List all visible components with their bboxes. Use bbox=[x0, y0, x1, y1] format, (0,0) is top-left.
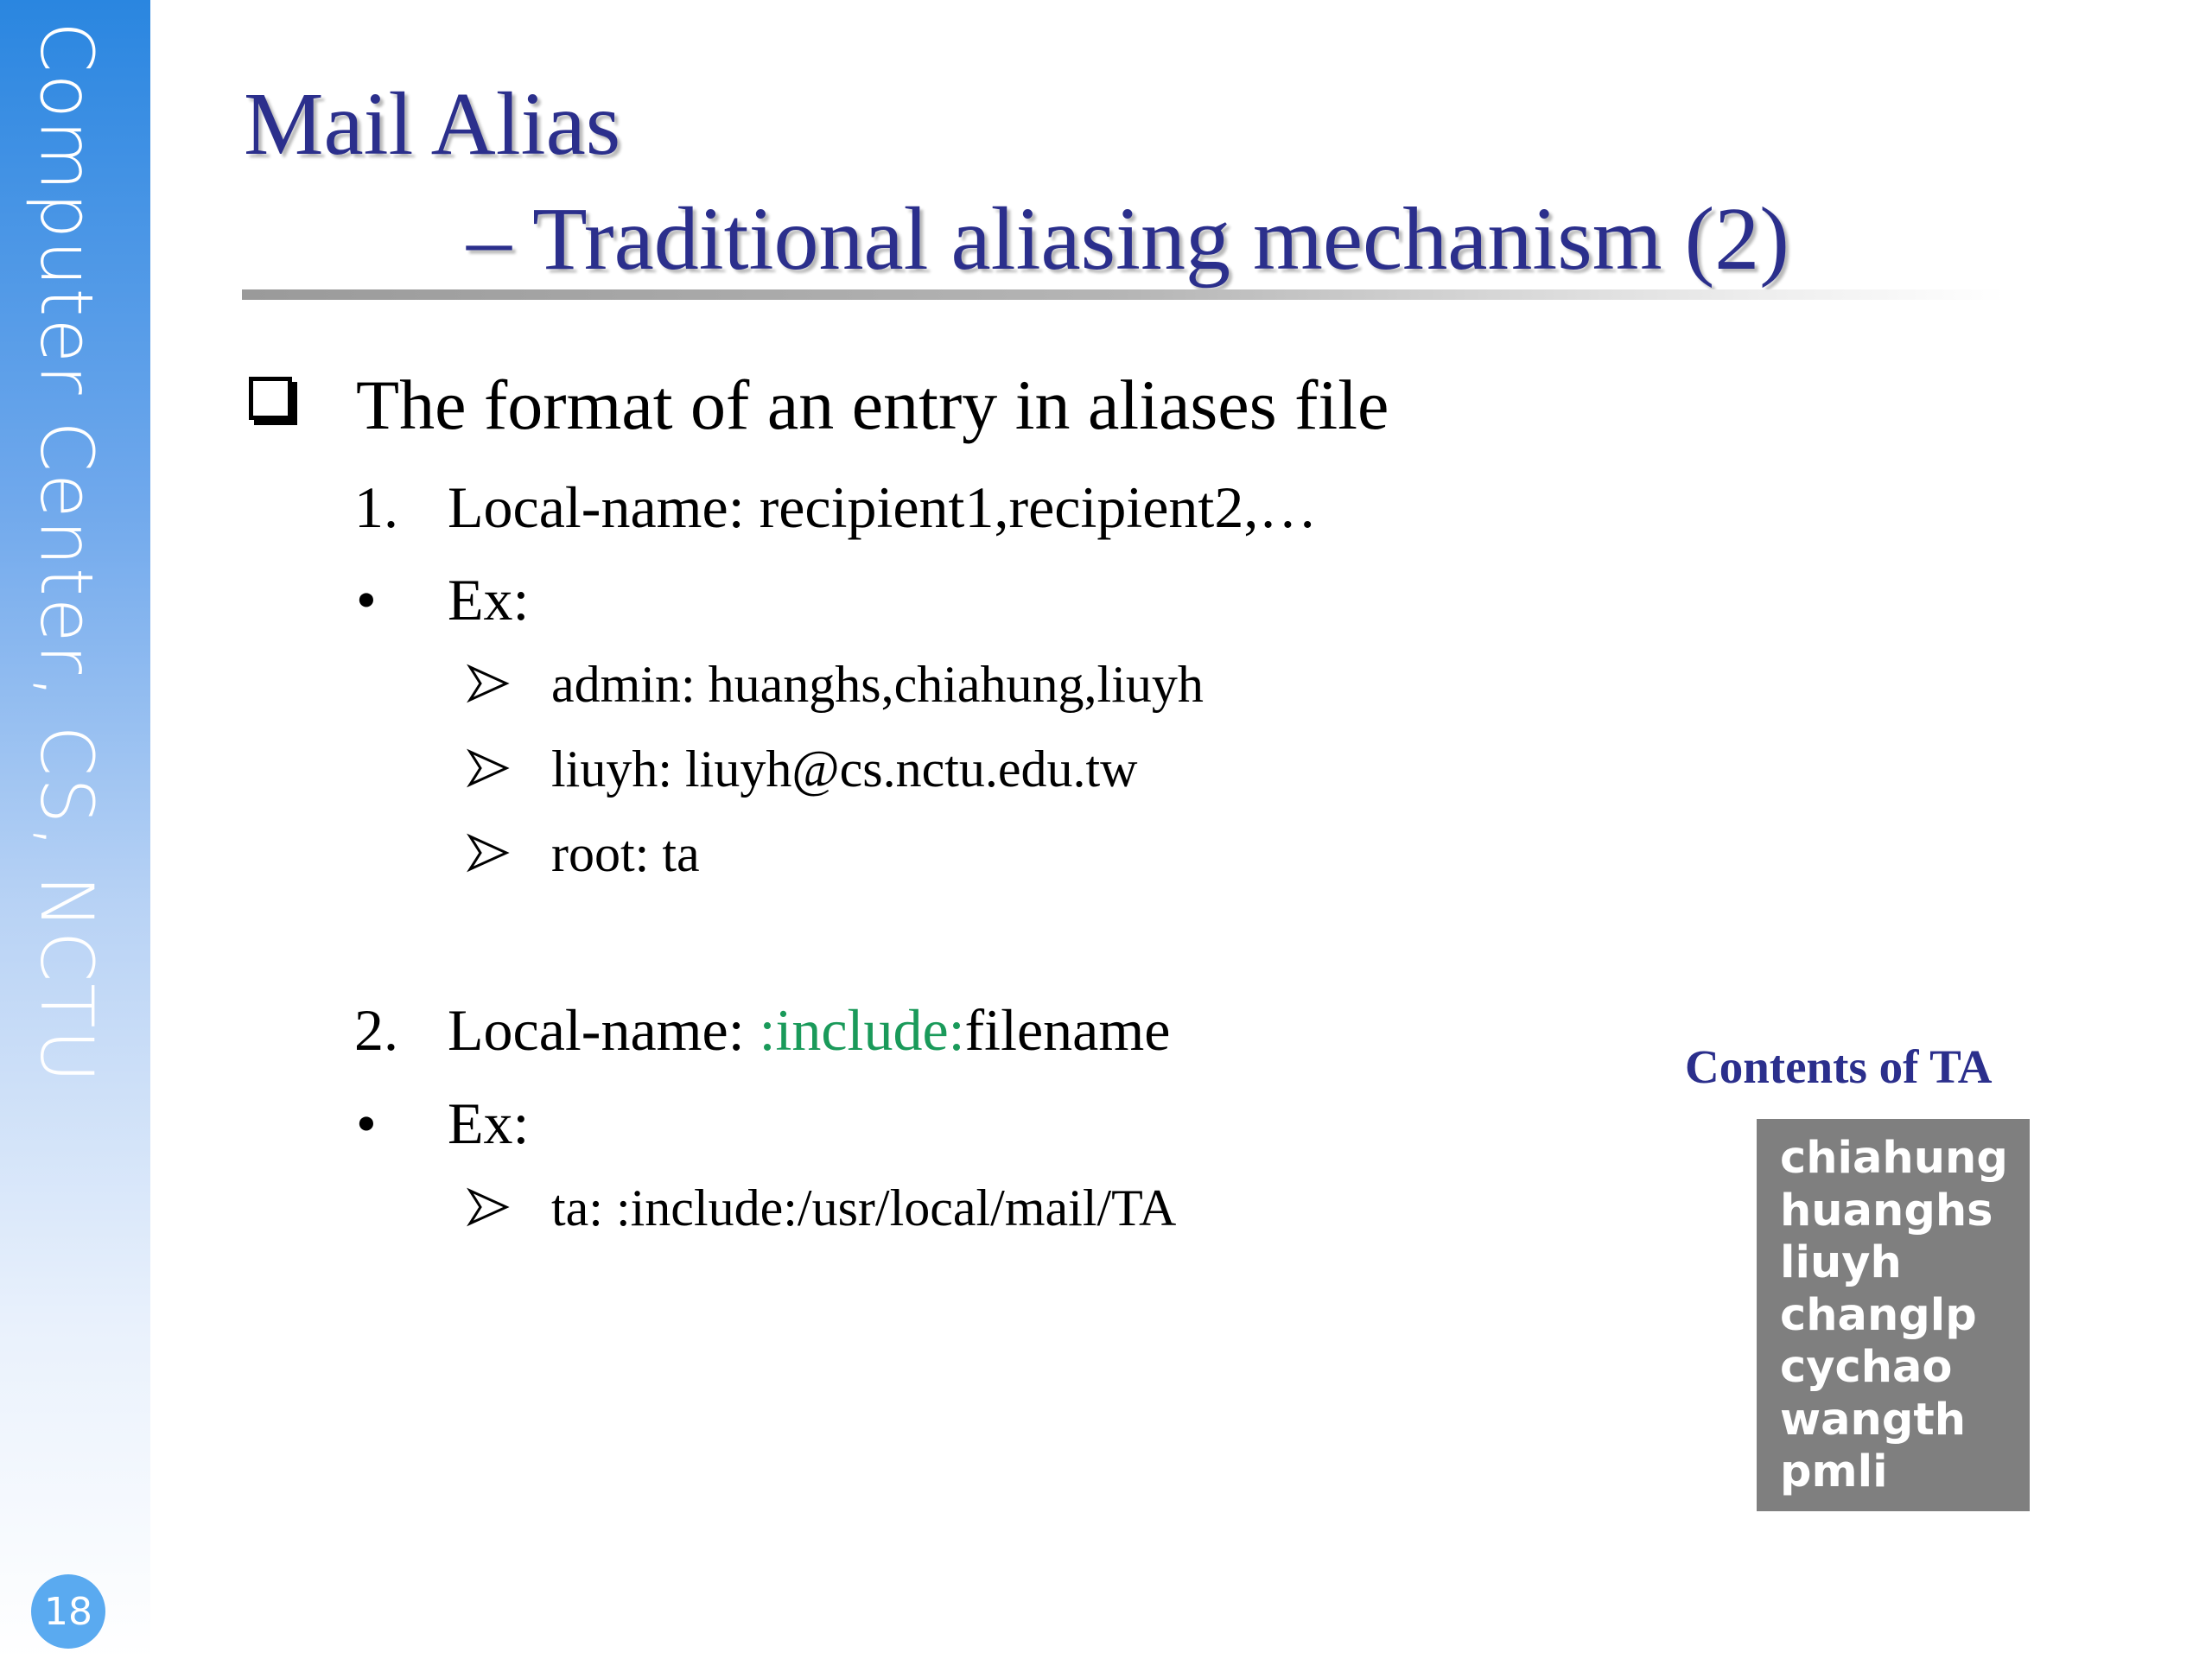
ta-contents-box bbox=[1757, 1119, 2030, 1511]
ta-box-caption: Contents of TA bbox=[1685, 1040, 1993, 1093]
page-number-badge: 18 bbox=[31, 1574, 105, 1649]
slide-title: Mail Alias bbox=[244, 74, 621, 174]
example-line: ta: :include:/usr/local/mail/TA bbox=[551, 1179, 1177, 1236]
item2-ex-bullet: • bbox=[356, 1090, 377, 1156]
ta-entry: cychao bbox=[1780, 1342, 1953, 1393]
ta-entry: chiahung bbox=[1780, 1133, 2008, 1184]
item1-text: Local-name: recipient1,recipient2,… bbox=[448, 474, 1318, 540]
item2-text bbox=[448, 997, 1171, 1063]
example-line: liuyh: liuyh@cs.nctu.edu.tw bbox=[551, 741, 1138, 798]
item1-ex-label: Ex: bbox=[448, 567, 530, 632]
arrow-bullet-icon bbox=[467, 831, 510, 874]
item2-text-prefix: Local-name: bbox=[448, 997, 760, 1063]
example-line: root: ta bbox=[551, 825, 700, 882]
ta-entry: liuyh bbox=[1780, 1237, 1902, 1288]
item2-ex-label: Ex: bbox=[448, 1090, 530, 1156]
item2-text-suffix: filename bbox=[964, 997, 1171, 1063]
item2-marker: 2. bbox=[354, 997, 398, 1063]
checkbox-bullet-icon bbox=[249, 377, 292, 420]
arrow-bullet-icon bbox=[467, 662, 510, 705]
arrow-bullet-icon bbox=[467, 1185, 510, 1229]
example-line: admin: huanghs,chiahung,liuyh bbox=[551, 656, 1204, 713]
slide-subtitle: – Traditional aliasing mechanism (2) bbox=[467, 189, 1789, 289]
arrow-bullet-icon bbox=[467, 747, 510, 790]
include-keyword: :include: bbox=[759, 997, 965, 1063]
sidebar bbox=[0, 0, 150, 1659]
ta-entry: pmli bbox=[1780, 1446, 1888, 1497]
sidebar-label: Computer Center, CS, NCTU bbox=[24, 22, 109, 1085]
item1-marker: 1. bbox=[354, 474, 398, 540]
ta-entry: wangth bbox=[1780, 1394, 1967, 1446]
ta-entry: changlp bbox=[1780, 1289, 1977, 1341]
item1-ex-bullet: • bbox=[356, 567, 377, 632]
main-heading: The format of an entry in aliases file bbox=[356, 365, 1389, 444]
title-divider bbox=[242, 289, 2005, 300]
ta-entry: huanghs bbox=[1780, 1185, 1993, 1236]
